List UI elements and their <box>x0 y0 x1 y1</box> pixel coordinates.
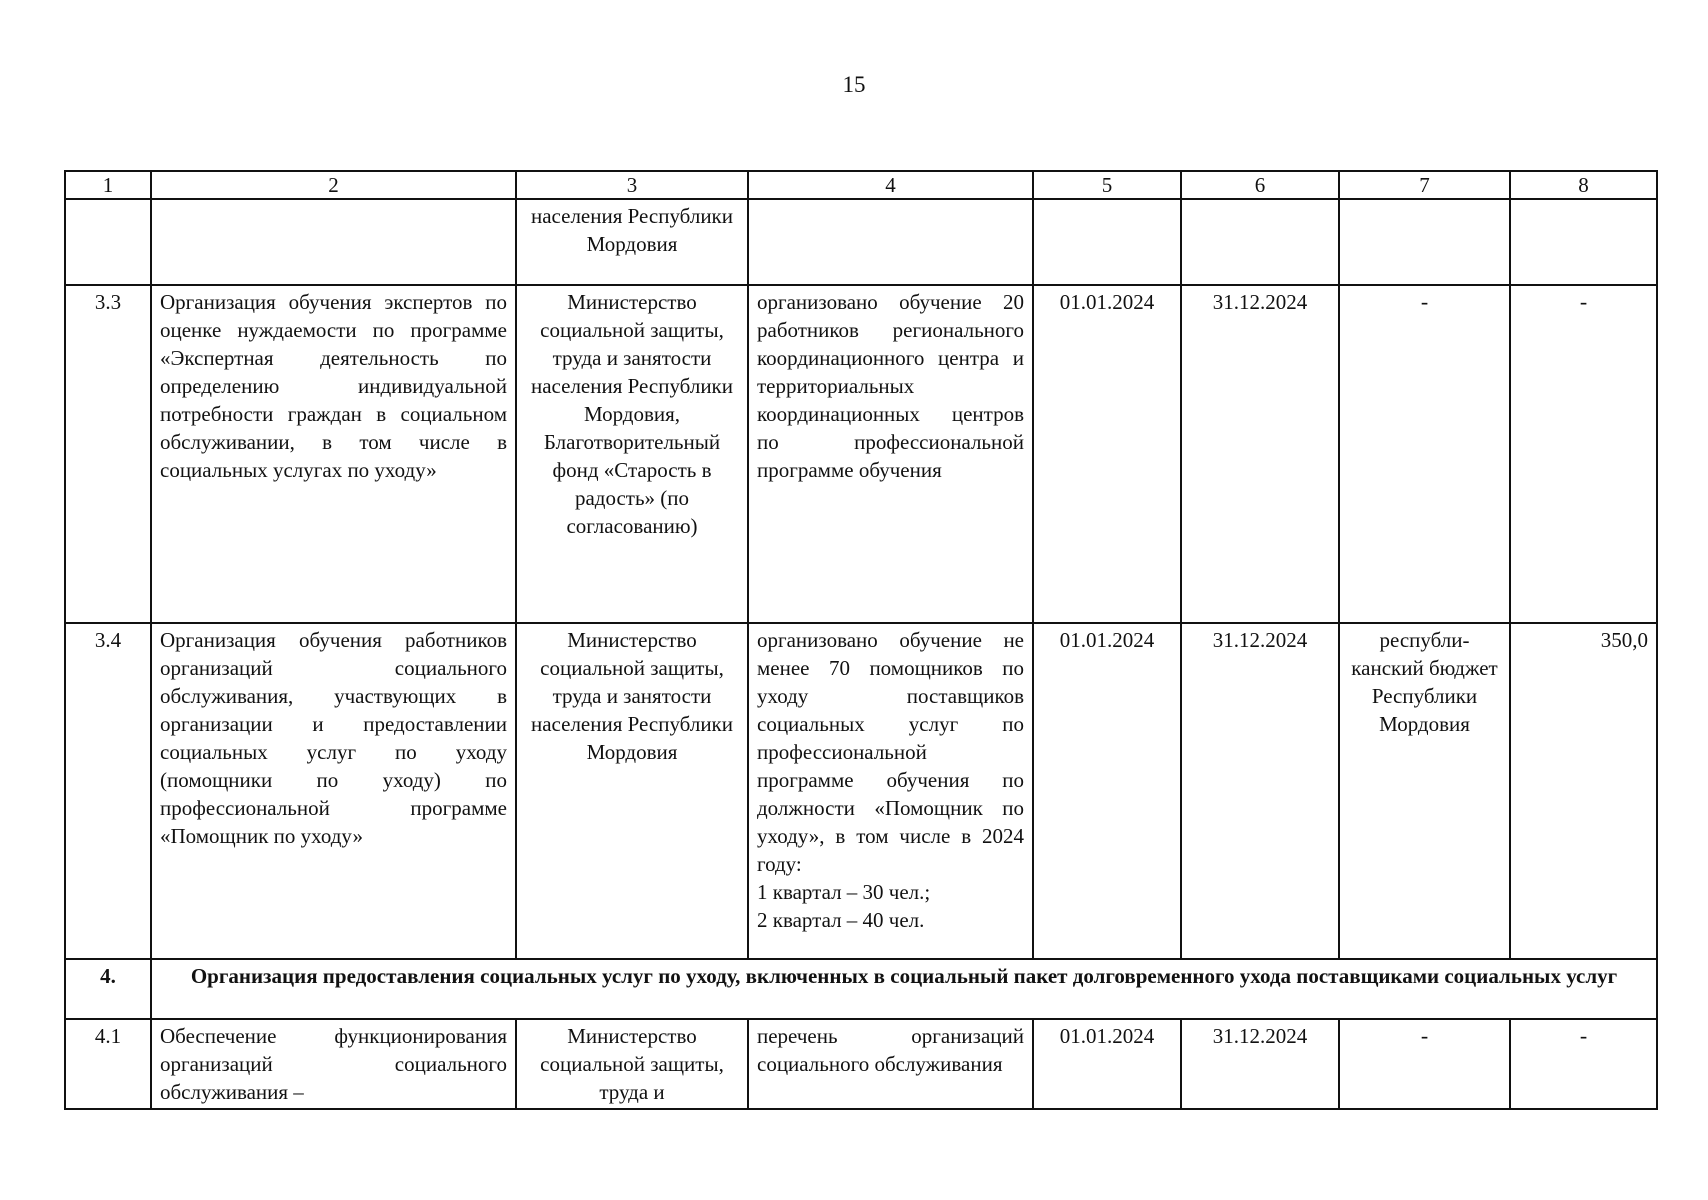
cell-amount: - <box>1510 285 1657 623</box>
section-num: 4. <box>65 959 151 1019</box>
section-title: Организация предоставления социальных услуг по уходу, включенных в социальный пакет долговременного ухода поставщиками социальных услуг <box>151 959 1657 1019</box>
page-number: 15 <box>842 72 866 97</box>
cell-name <box>151 199 516 285</box>
cell-source: - <box>1339 1019 1510 1109</box>
cell-result: перечень организаций социального обслуживания <box>748 1019 1033 1109</box>
cell-num: 3.3 <box>65 285 151 623</box>
cell-amount: 350,0 <box>1510 623 1657 959</box>
cell-source: республи-канский бюджет Республики Мордовия <box>1339 623 1510 959</box>
column-header: 3 <box>516 171 748 199</box>
cell-start: 01.01.2024 <box>1033 623 1181 959</box>
table-row <box>65 1019 1657 1109</box>
cell-result <box>748 199 1033 285</box>
column-header: 8 <box>1510 171 1657 199</box>
cell-source: - <box>1339 285 1510 623</box>
cell-end: 31.12.2024 <box>1181 1019 1339 1109</box>
cell-executor: Министерство социальной защиты, труда и занятости населения Республики Мордовия <box>516 623 748 959</box>
cell-end <box>1181 199 1339 285</box>
cell-source <box>1339 199 1510 285</box>
column-header: 4 <box>748 171 1033 199</box>
cell-num: 4.1 <box>65 1019 151 1109</box>
column-header: 7 <box>1339 171 1510 199</box>
column-header: 6 <box>1181 171 1339 199</box>
table-row <box>65 199 1657 285</box>
table-row <box>65 623 1657 959</box>
cell-start <box>1033 199 1181 285</box>
column-header: 5 <box>1033 171 1181 199</box>
cell-amount: - <box>1510 1019 1657 1109</box>
cell-executor: Министерство социальной защиты, труда и занятости населения Республики Мордовия, Благотворительный фонд «Старость в радость» (по согласованию) <box>516 285 748 623</box>
cell-num: 3.4 <box>65 623 151 959</box>
column-header: 2 <box>151 171 516 199</box>
section-row <box>65 959 1657 1019</box>
result-text: 1 квартал – 30 чел.; <box>757 880 931 904</box>
cell-start: 01.01.2024 <box>1033 1019 1181 1109</box>
cell-name: Организация обучения экспертов по оценке нуждаемости по программе «Экспертная деятельность по определению индивидуальной потребности граждан в социальном обслуживании, в том числе в социальных услугах по уходу» <box>151 285 516 623</box>
table-header-row <box>65 171 1657 199</box>
cell-end: 31.12.2024 <box>1181 285 1339 623</box>
cell-end: 31.12.2024 <box>1181 623 1339 959</box>
table-row <box>65 285 1657 623</box>
measures-table <box>64 170 1658 1110</box>
result-text: 2 квартал – 40 чел. <box>757 908 925 932</box>
cell-num <box>65 199 151 285</box>
cell-result: организовано обучение 20 работников регионального координационного центра и территориальных координационных центров по профессиональной программе обучения <box>748 285 1033 623</box>
column-header: 1 <box>65 171 151 199</box>
cell-name: Обеспечение функционирования организаций социального обслуживания – <box>151 1019 516 1109</box>
cell-name: Организация обучения работников организаций социального обслуживания, участвующих в организации и предоставлении социальных услуг по уходу (помощники по уходу) по профессиональной программе «Помощник по уходу» <box>151 623 516 959</box>
cell-result <box>748 623 1033 959</box>
result-text: организовано обучение не менее 70 помощников по уходу поставщиков социальных услуг по профессиональной программе обучения по должности «Помощник по уходу», в том числе в 2024 году: <box>757 628 1024 876</box>
cell-executor: населения Республики Мордовия <box>516 199 748 285</box>
cell-executor: Министерство социальной защиты, труда и <box>516 1019 748 1109</box>
cell-start: 01.01.2024 <box>1033 285 1181 623</box>
cell-amount <box>1510 199 1657 285</box>
